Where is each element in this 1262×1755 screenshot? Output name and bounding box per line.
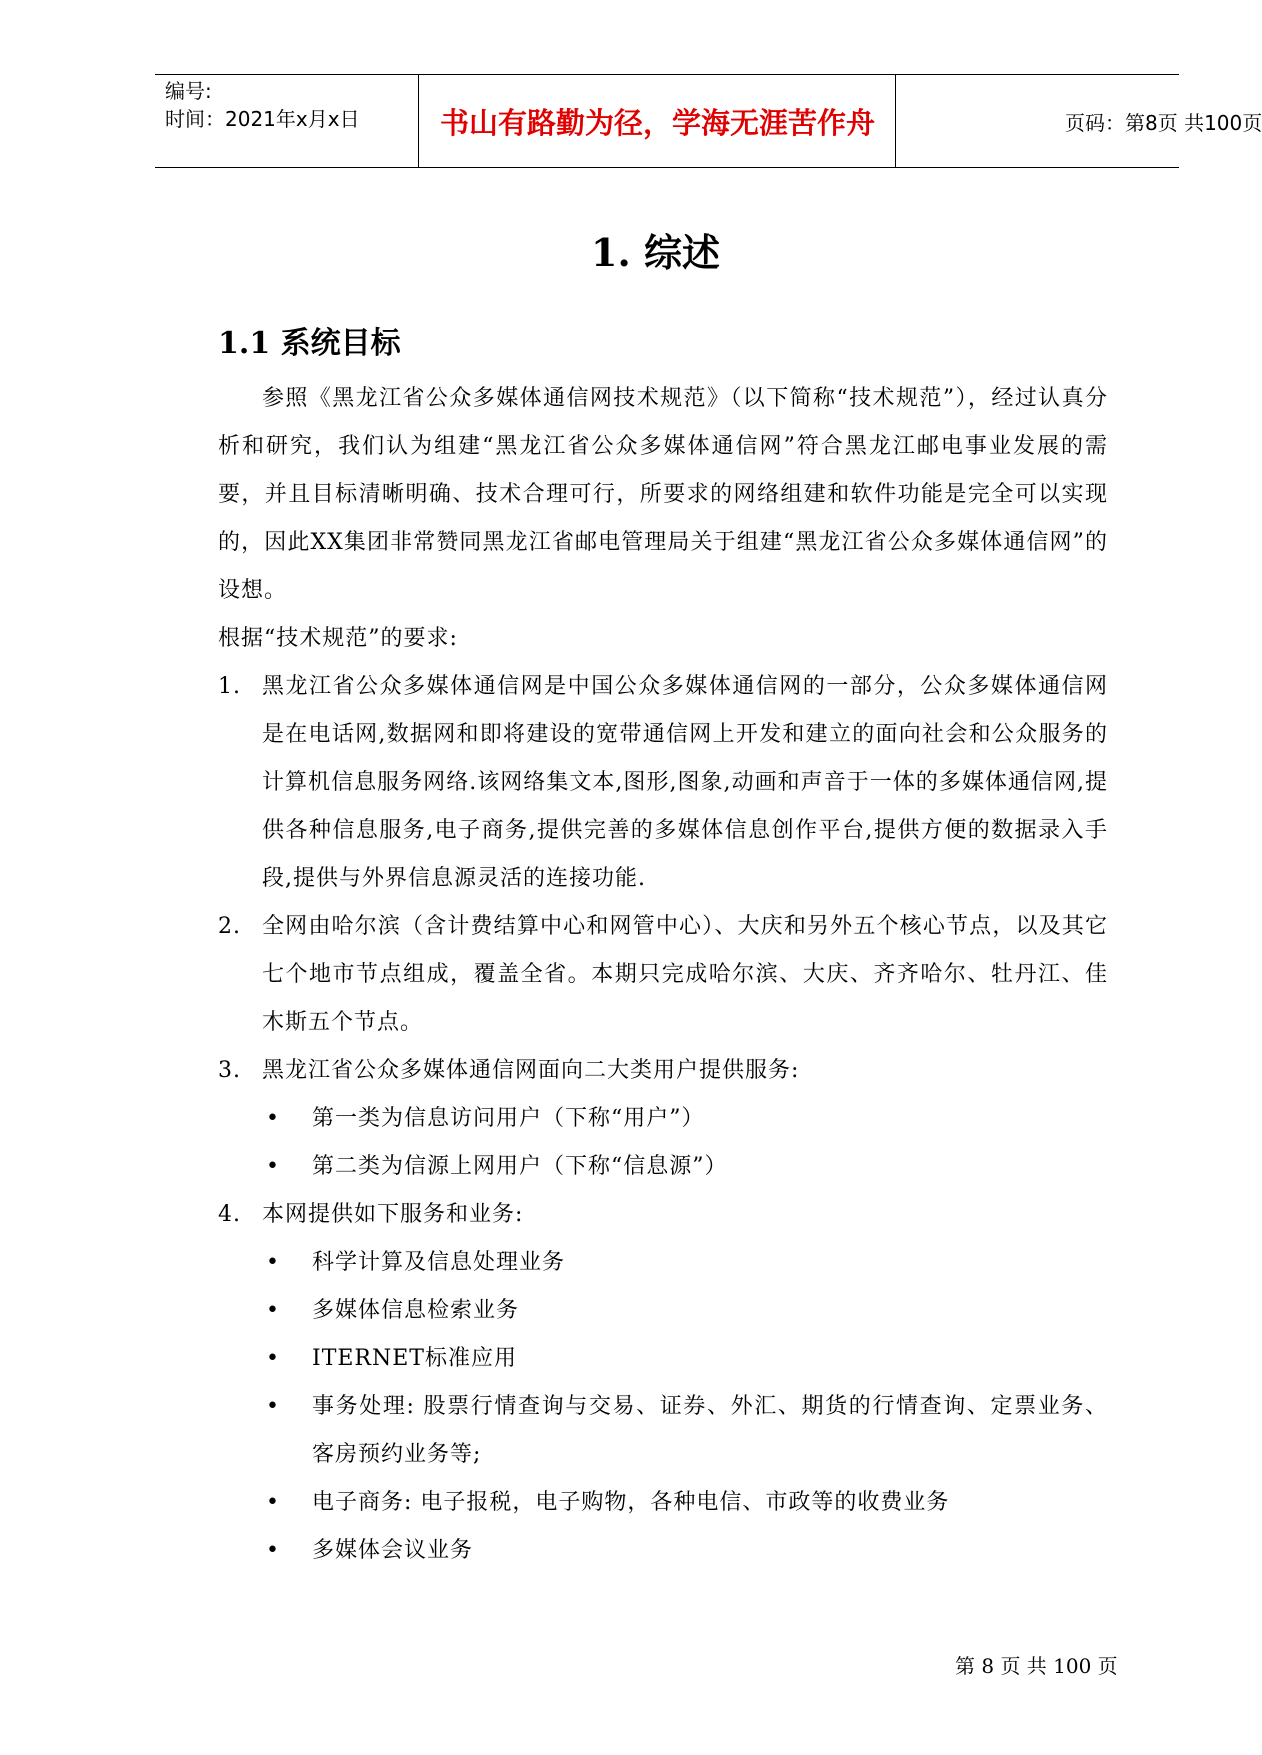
- header-page-info-text: 页码：第8页 共100页: [1065, 110, 1262, 135]
- bullet-item-text: 多媒体信息检索业务: [312, 1298, 520, 1323]
- page-footer: 第 8 页 共 100 页: [955, 1654, 1118, 1678]
- bullet-item: [218, 1335, 1108, 1383]
- intro-paragraph: 参照《黑龙江省公众多媒体通信网技术规范》（以下简称“技术规范”），经过认真分析和研究，我们认为组建“黑龙江省公众多媒体通信网”符合黑龙江邮电事业发展的需要，并且目标清晰明确、技术合理可行，所要求的网络组建和软件功能是完全可以实现的，因此XX集团非常赞同黑龙江省邮电管理局关于组建“黑龙江省公众多媒体通信网”的设想。: [218, 386, 1108, 603]
- bullet-item-text: 第一类为信息访问用户（下称“用户”）: [312, 1106, 705, 1131]
- list-item: [218, 1191, 1108, 1239]
- list-item-number: 3.: [218, 1058, 241, 1083]
- bullet-icon: •: [266, 1298, 280, 1323]
- list-item-text: 黑龙江省公众多媒体通信网面向二大类用户提供服务:: [262, 1058, 800, 1083]
- document-body: [218, 375, 1108, 1575]
- list-item-number: 4.: [218, 1202, 241, 1227]
- list-item-text: 全网由哈尔滨（含计费结算中心和网管中心）、大庆和另外五个核心节点，以及其它七个地市节点组成，覆盖全省。本期只完成哈尔滨、大庆、齐齐哈尔、牡丹江、佳木斯五个节点。: [262, 914, 1108, 1035]
- bullet-item-text: 第二类为信源上网用户（下称“信息源”）: [312, 1154, 728, 1179]
- bullet-item: [218, 1527, 1108, 1575]
- bullet-item-text: 事务处理: 股票行情查询与交易、证券、外汇、期货的行情查询、定票业务、客房预约业务等;: [312, 1394, 1108, 1467]
- list-item-text: 本网提供如下服务和业务:: [262, 1202, 524, 1227]
- chapter-title: 1. 综述: [591, 230, 720, 275]
- bullet-item: [218, 1383, 1108, 1479]
- bullet-item-text: 多媒体会议业务: [312, 1538, 474, 1563]
- bullet-item: [218, 1143, 1108, 1191]
- bullet-icon: •: [266, 1250, 280, 1275]
- list-item: [218, 663, 1108, 903]
- header-number-label: 编号:: [165, 79, 212, 103]
- bullet-item: [218, 1287, 1108, 1335]
- list-item: [218, 903, 1108, 1047]
- bullet-item-text: 科学计算及信息处理业务: [312, 1250, 566, 1275]
- header-time-label: 时间：2021年x月x日: [165, 107, 360, 131]
- bullet-item-text: ITERNET标准应用: [312, 1346, 517, 1371]
- bullet-item: [218, 1239, 1108, 1287]
- bullet-icon: •: [266, 1394, 280, 1419]
- page-header: [155, 74, 1262, 168]
- bullet-icon: •: [266, 1106, 280, 1131]
- bullet-icon: •: [266, 1154, 280, 1179]
- bullet-icon: •: [266, 1346, 280, 1371]
- bullet-item-text: 电子商务: 电子报税，电子购物，各种电信、市政等的收费业务: [312, 1490, 950, 1515]
- list-item-number: 2.: [218, 914, 241, 939]
- header-motto: 书山有路勤为径，学海无涯苦作舟: [440, 105, 876, 140]
- list-item-number: 1.: [218, 674, 241, 699]
- bullet-item: [218, 1479, 1108, 1527]
- requirements-intro: 根据“技术规范”的要求:: [218, 626, 458, 651]
- list-item: [218, 1047, 1108, 1095]
- list-item-text: 黑龙江省公众多媒体通信网是中国公众多媒体通信网的一部分，公众多媒体通信网是在电话网,数据网和即将建设的宽带通信网上开发和建立的面向社会和公众服务的计算机信息服务网络.该网络集文本,图形,图象,动画和声音于一体的多媒体通信网,提供各种信息服务,电子商务,提供完善的多媒体信息创作平台,提供方便的数据录入手段,提供与外界信息源灵活的连接功能.: [262, 674, 1108, 891]
- header-meta: [165, 75, 415, 167]
- header-page-info: [905, 75, 1262, 167]
- bullet-icon: •: [266, 1538, 280, 1563]
- bullet-item: [218, 1095, 1108, 1143]
- header-divider: [895, 75, 896, 167]
- section-title: 1.1 系统目标: [218, 326, 401, 361]
- bullet-icon: •: [266, 1490, 280, 1515]
